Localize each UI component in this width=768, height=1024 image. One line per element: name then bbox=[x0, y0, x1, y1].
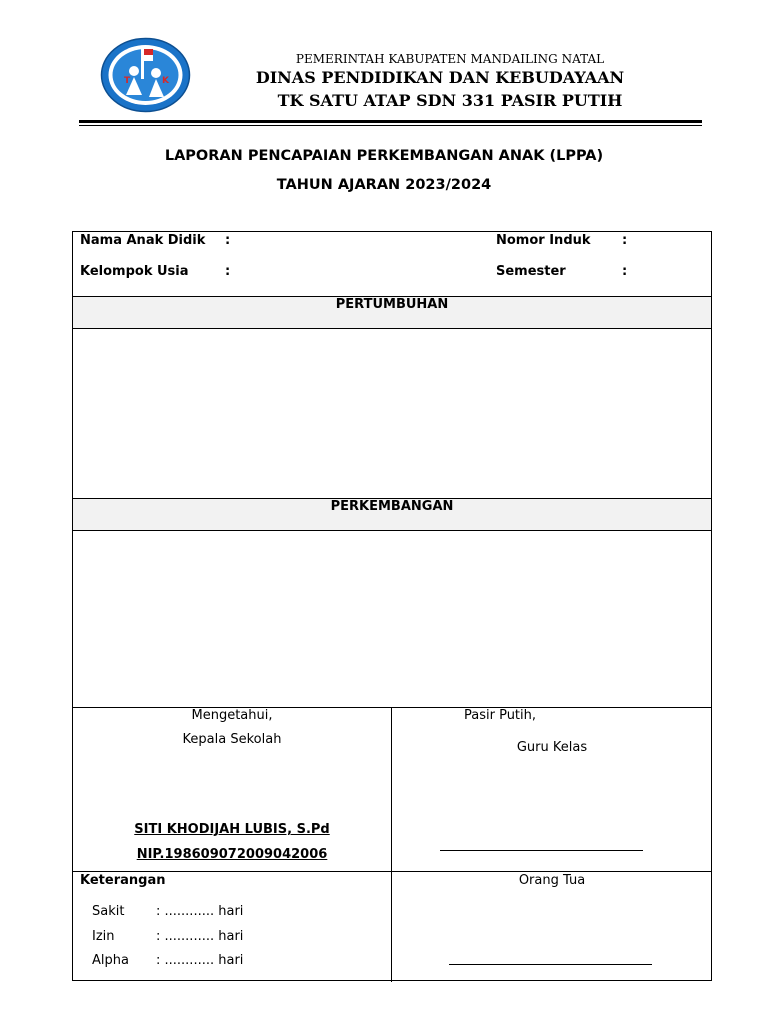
semester-label: Semester bbox=[496, 264, 566, 279]
growth-section-header: PERTUMBUHAN bbox=[335, 297, 449, 312]
header-government-line: PEMERINTAH KABUPATEN MANDAILING NATAL bbox=[295, 52, 605, 66]
teacher-signature-line[interactable] bbox=[440, 850, 643, 851]
academic-year-title: TAHUN AJARAN 2023/2024 bbox=[276, 177, 492, 193]
sick-label: Sakit bbox=[92, 904, 125, 919]
development-section-header: PERKEMBANGAN bbox=[330, 499, 454, 514]
principal-nip: NIP.198609072009042006 bbox=[136, 847, 328, 862]
student-name-colon: : bbox=[225, 233, 231, 248]
absent-days-value[interactable]: : ............ hari bbox=[156, 953, 244, 968]
header-school-line: TK SATU ATAP SDN 331 PASIR PUTIH bbox=[277, 91, 623, 110]
absent-label: Alpha bbox=[92, 953, 129, 968]
svg-text:T: T bbox=[124, 76, 131, 86]
notes-heading: Keterangan bbox=[80, 873, 166, 888]
report-table bbox=[72, 231, 712, 981]
semester-colon: : bbox=[622, 264, 628, 279]
acknowledged-label: Mengetahui, bbox=[191, 708, 273, 723]
teacher-role: Guru Kelas bbox=[516, 740, 588, 755]
permission-label: Izin bbox=[92, 929, 115, 944]
principal-name: SITI KHODIJAH LUBIS, S.Pd bbox=[134, 822, 330, 837]
student-number-label: Nomor Induk bbox=[496, 233, 591, 248]
principal-role: Kepala Sekolah bbox=[182, 732, 282, 747]
age-group-label: Kelompok Usia bbox=[80, 264, 189, 279]
age-group-colon: : bbox=[225, 264, 231, 279]
school-logo-icon bbox=[100, 37, 191, 113]
student-name-label: Nama Anak Didik bbox=[80, 233, 206, 248]
svg-text:K: K bbox=[162, 76, 169, 86]
growth-content-area[interactable] bbox=[73, 329, 711, 498]
header-rule-thin bbox=[79, 125, 702, 126]
student-number-colon: : bbox=[622, 233, 628, 248]
header-department-line: DINAS PENDIDIKAN DAN KEBUDAYAAN bbox=[255, 68, 625, 87]
divider bbox=[73, 871, 711, 872]
permission-days-value[interactable]: : ............ hari bbox=[156, 929, 244, 944]
sick-days-value[interactable]: : ............ hari bbox=[156, 904, 244, 919]
report-title: LAPORAN PENCAPAIAN PERKEMBANGAN ANAK (LPPA) bbox=[164, 148, 604, 164]
parent-role: Orang Tua bbox=[518, 873, 586, 888]
development-content-area[interactable] bbox=[73, 531, 711, 707]
place-date-label: Pasir Putih, bbox=[464, 708, 537, 723]
header-rule-thick bbox=[79, 120, 702, 123]
parent-signature-line[interactable] bbox=[449, 964, 652, 965]
